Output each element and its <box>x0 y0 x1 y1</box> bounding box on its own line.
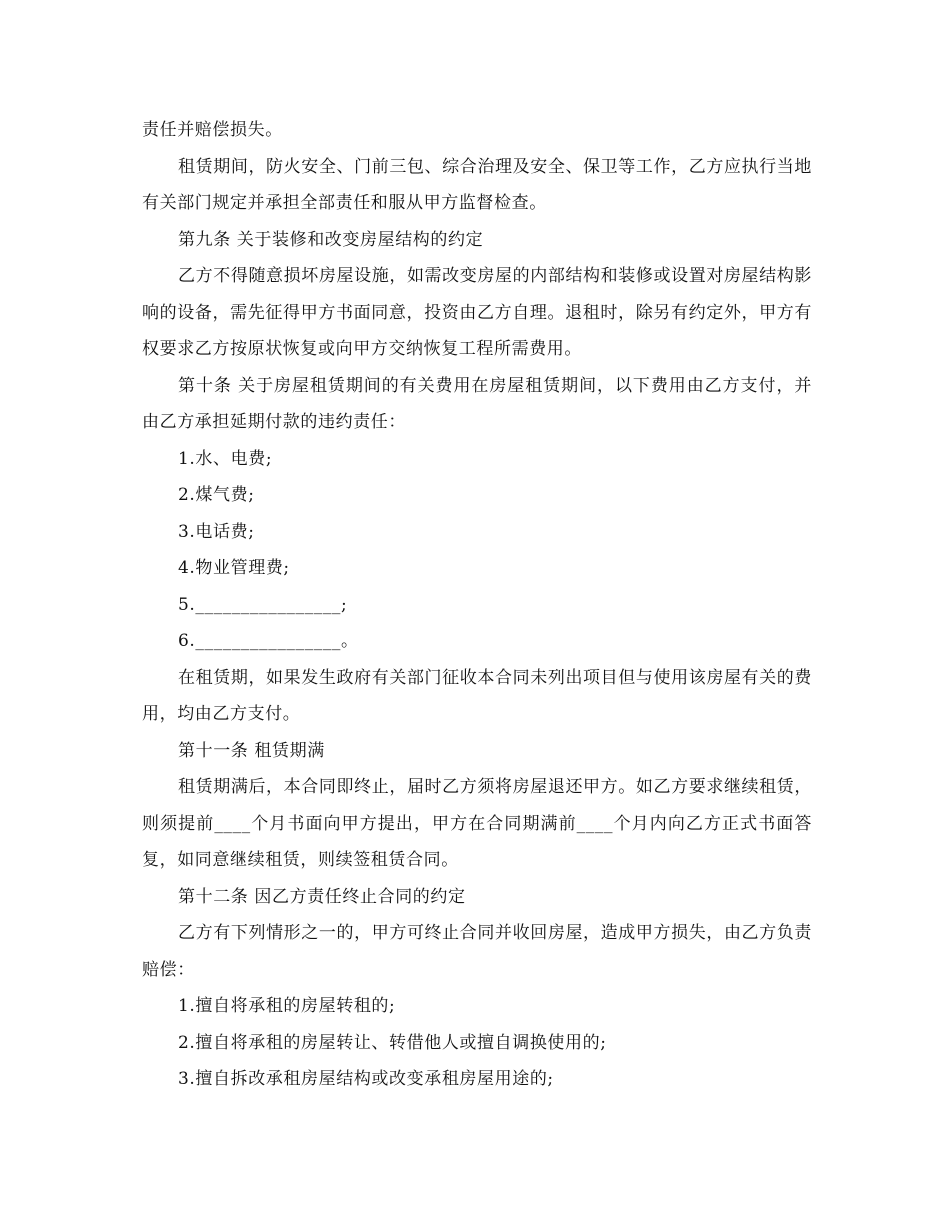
fee-item-3: 3.电话费; <box>178 521 255 542</box>
termination-item-1: 1.擅自将承租的房屋转租的; <box>178 996 396 1016</box>
fee-item-5-blank: 5.________________; <box>178 594 348 615</box>
article-10-heading: 第十条 关于房屋租赁期间的有关费用在房屋租赁期间，以下费用由乙方支付，并由乙方承担延期付款的违约责任： <box>142 375 812 432</box>
document-body <box>142 112 812 1098</box>
article-9-body: 乙方不得随意损坏房屋设施，如需改变房屋的内部结构和装修或设置对房屋结构影响的设备，需先征得甲方书面同意，投资由乙方自理。退租时，除另有约定外，甲方有权要求乙方按原状恢复或向甲方交纳恢复工程所需费用。 <box>142 266 812 359</box>
termination-item-3: 3.擅自拆改承租房屋结构或改变承租房屋用途的; <box>178 1069 554 1089</box>
fee-item-6-blank: 6.________________。 <box>178 631 359 651</box>
article-12-body: 乙方有下列情形之一的，甲方可终止合同并收回房屋，造成甲方损失，由乙方负责赔偿： <box>142 923 812 980</box>
fee-item-4: 4.物业管理费; <box>178 558 290 578</box>
article-9-heading: 第九条 关于装修和改变房屋结构的约定 <box>178 229 484 250</box>
paragraph-continuation: 责任并赔偿损失。 <box>142 120 283 140</box>
termination-item-2: 2.擅自将承租的房屋转让、转借他人或擅自调换使用的; <box>178 1032 607 1053</box>
article-11-heading: 第十一条 租赁期满 <box>178 740 325 761</box>
fee-item-1: 1.水、电费; <box>178 448 273 469</box>
fee-item-2: 2.煤气费; <box>178 485 255 505</box>
paragraph-safety: 租赁期间，防火安全、门前三包、综合治理及安全、保卫等工作，乙方应执行当地有关部门规定并承担全部责任和服从甲方监督检查。 <box>142 156 812 213</box>
article-11-body: 租赁期满后，本合同即终止，届时乙方须将房屋退还甲方。如乙方要求继续租赁，则须提前____个月书面向甲方提出，甲方在合同期满前____个月内向乙方正式书面答复，如同意继续租赁，则续签租赁合同。 <box>142 777 812 870</box>
article-12-heading: 第十二条 因乙方责任终止合同的约定 <box>178 886 466 907</box>
paragraph-other-fees: 在租赁期，如果发生政府有关部门征收本合同未列出项目但与使用该房屋有关的费用，均由乙方支付。 <box>142 667 812 724</box>
